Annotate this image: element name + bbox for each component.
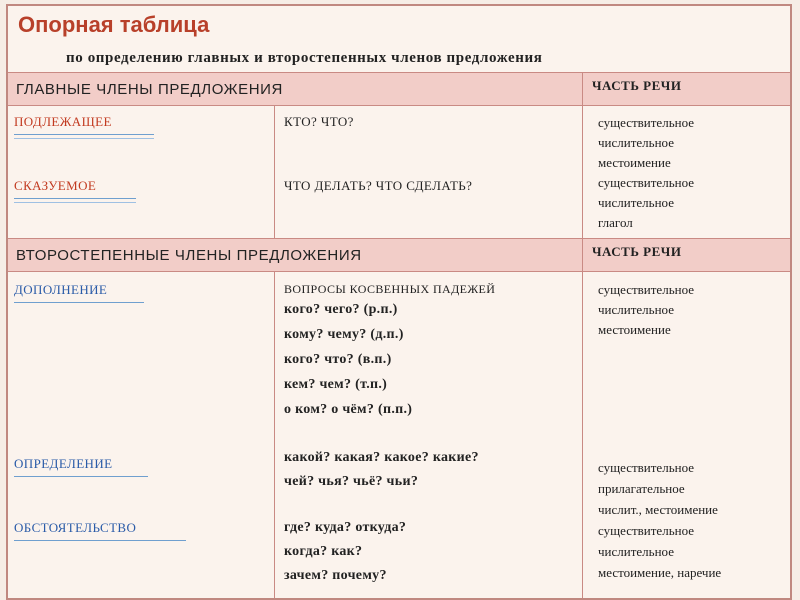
object-underline xyxy=(14,302,144,303)
column-divider xyxy=(582,106,583,238)
column-divider xyxy=(582,272,583,598)
slide-frame xyxy=(6,4,792,600)
header-divider xyxy=(582,239,583,271)
predicate-label: СКАЗУЕМОЕ xyxy=(14,178,97,193)
column-divider xyxy=(274,106,275,238)
secondary-members-header-row xyxy=(8,238,790,272)
object-label: ДОПОЛНЕНИЕ xyxy=(14,282,108,297)
secondary-members-header: ВТОРОСТЕПЕННЫЕ ЧЛЕНЫ ПРЕДЛОЖЕНИЯ xyxy=(16,247,362,264)
predicate-underline xyxy=(14,202,136,203)
pos-item: глагол xyxy=(598,215,633,230)
pos-item: местоимение xyxy=(598,322,671,337)
subject-underline xyxy=(14,134,154,135)
object-question: кому? чему? (д.п.) xyxy=(284,327,404,342)
pos-item: числительное xyxy=(598,302,674,317)
pos-item: прилагательное xyxy=(598,481,685,496)
object-question: о ком? о чём? (п.п.) xyxy=(284,402,413,417)
attribute-underline xyxy=(14,476,148,477)
object-question: кем? чем? (т.п.) xyxy=(284,377,388,392)
pos-item: числительное xyxy=(598,135,674,150)
subject-questions: КТО? ЧТО? xyxy=(284,114,354,129)
pos-item: существительное xyxy=(598,282,695,297)
object-questions-title: ВОПРОСЫ КОСВЕННЫХ ПАДЕЖЕЙ xyxy=(284,282,496,296)
attribute-question: чей? чья? чьё? чьи? xyxy=(284,474,419,489)
adverbial-underline xyxy=(14,540,186,541)
subject-underline xyxy=(14,138,154,139)
adverbial-label: ОБСТОЯТЕЛЬСТВО xyxy=(14,520,137,535)
attribute-label: ОПРЕДЕЛЕНИЕ xyxy=(14,456,113,471)
object-pos-list xyxy=(598,280,786,340)
main-pos-header: ЧАСТЬ РЕЧИ xyxy=(592,78,682,93)
main-members-header: ГЛАВНЫЕ ЧЛЕНЫ ПРЕДЛОЖЕНИЯ xyxy=(16,81,283,98)
main-members-body xyxy=(8,106,790,238)
attribute-question: какой? какая? какое? какие? xyxy=(284,450,479,465)
header-divider xyxy=(582,73,583,105)
pos-item: местоимение xyxy=(598,155,671,170)
pos-item: числит., местоимение xyxy=(598,502,718,517)
adverbial-question: зачем? почему? xyxy=(284,568,387,583)
pos-item: числительное xyxy=(598,195,674,210)
page-title: Опорная таблица xyxy=(18,12,210,37)
pos-item: местоимение, наречие xyxy=(598,565,722,580)
subject-label: ПОДЛЕЖАЩЕЕ xyxy=(14,114,112,129)
pos-item: существительное xyxy=(598,460,695,475)
pos-item: существительное xyxy=(598,115,695,130)
secondary-members-body xyxy=(8,272,790,598)
main-members-header-row xyxy=(8,72,790,106)
page-subtitle: по определению главных и второстепенных членов предложения xyxy=(66,50,543,66)
main-pos-list xyxy=(598,113,786,233)
pos-item: существительное xyxy=(598,523,695,538)
reference-table xyxy=(8,72,790,598)
pos-item: числительное xyxy=(598,544,674,559)
adverbial-question: где? куда? откуда? xyxy=(284,520,407,535)
object-question: кого? что? (в.п.) xyxy=(284,352,392,367)
attribute-adverbial-pos-list xyxy=(598,457,786,583)
adverbial-question: когда? как? xyxy=(284,544,363,559)
pos-item: существительное xyxy=(598,175,695,190)
predicate-questions: ЧТО ДЕЛАТЬ? ЧТО СДЕЛАТЬ? xyxy=(284,178,473,193)
column-divider xyxy=(274,272,275,598)
predicate-underline xyxy=(14,198,136,199)
object-question: кого? чего? (р.п.) xyxy=(284,302,398,317)
secondary-pos-header: ЧАСТЬ РЕЧИ xyxy=(592,244,682,259)
